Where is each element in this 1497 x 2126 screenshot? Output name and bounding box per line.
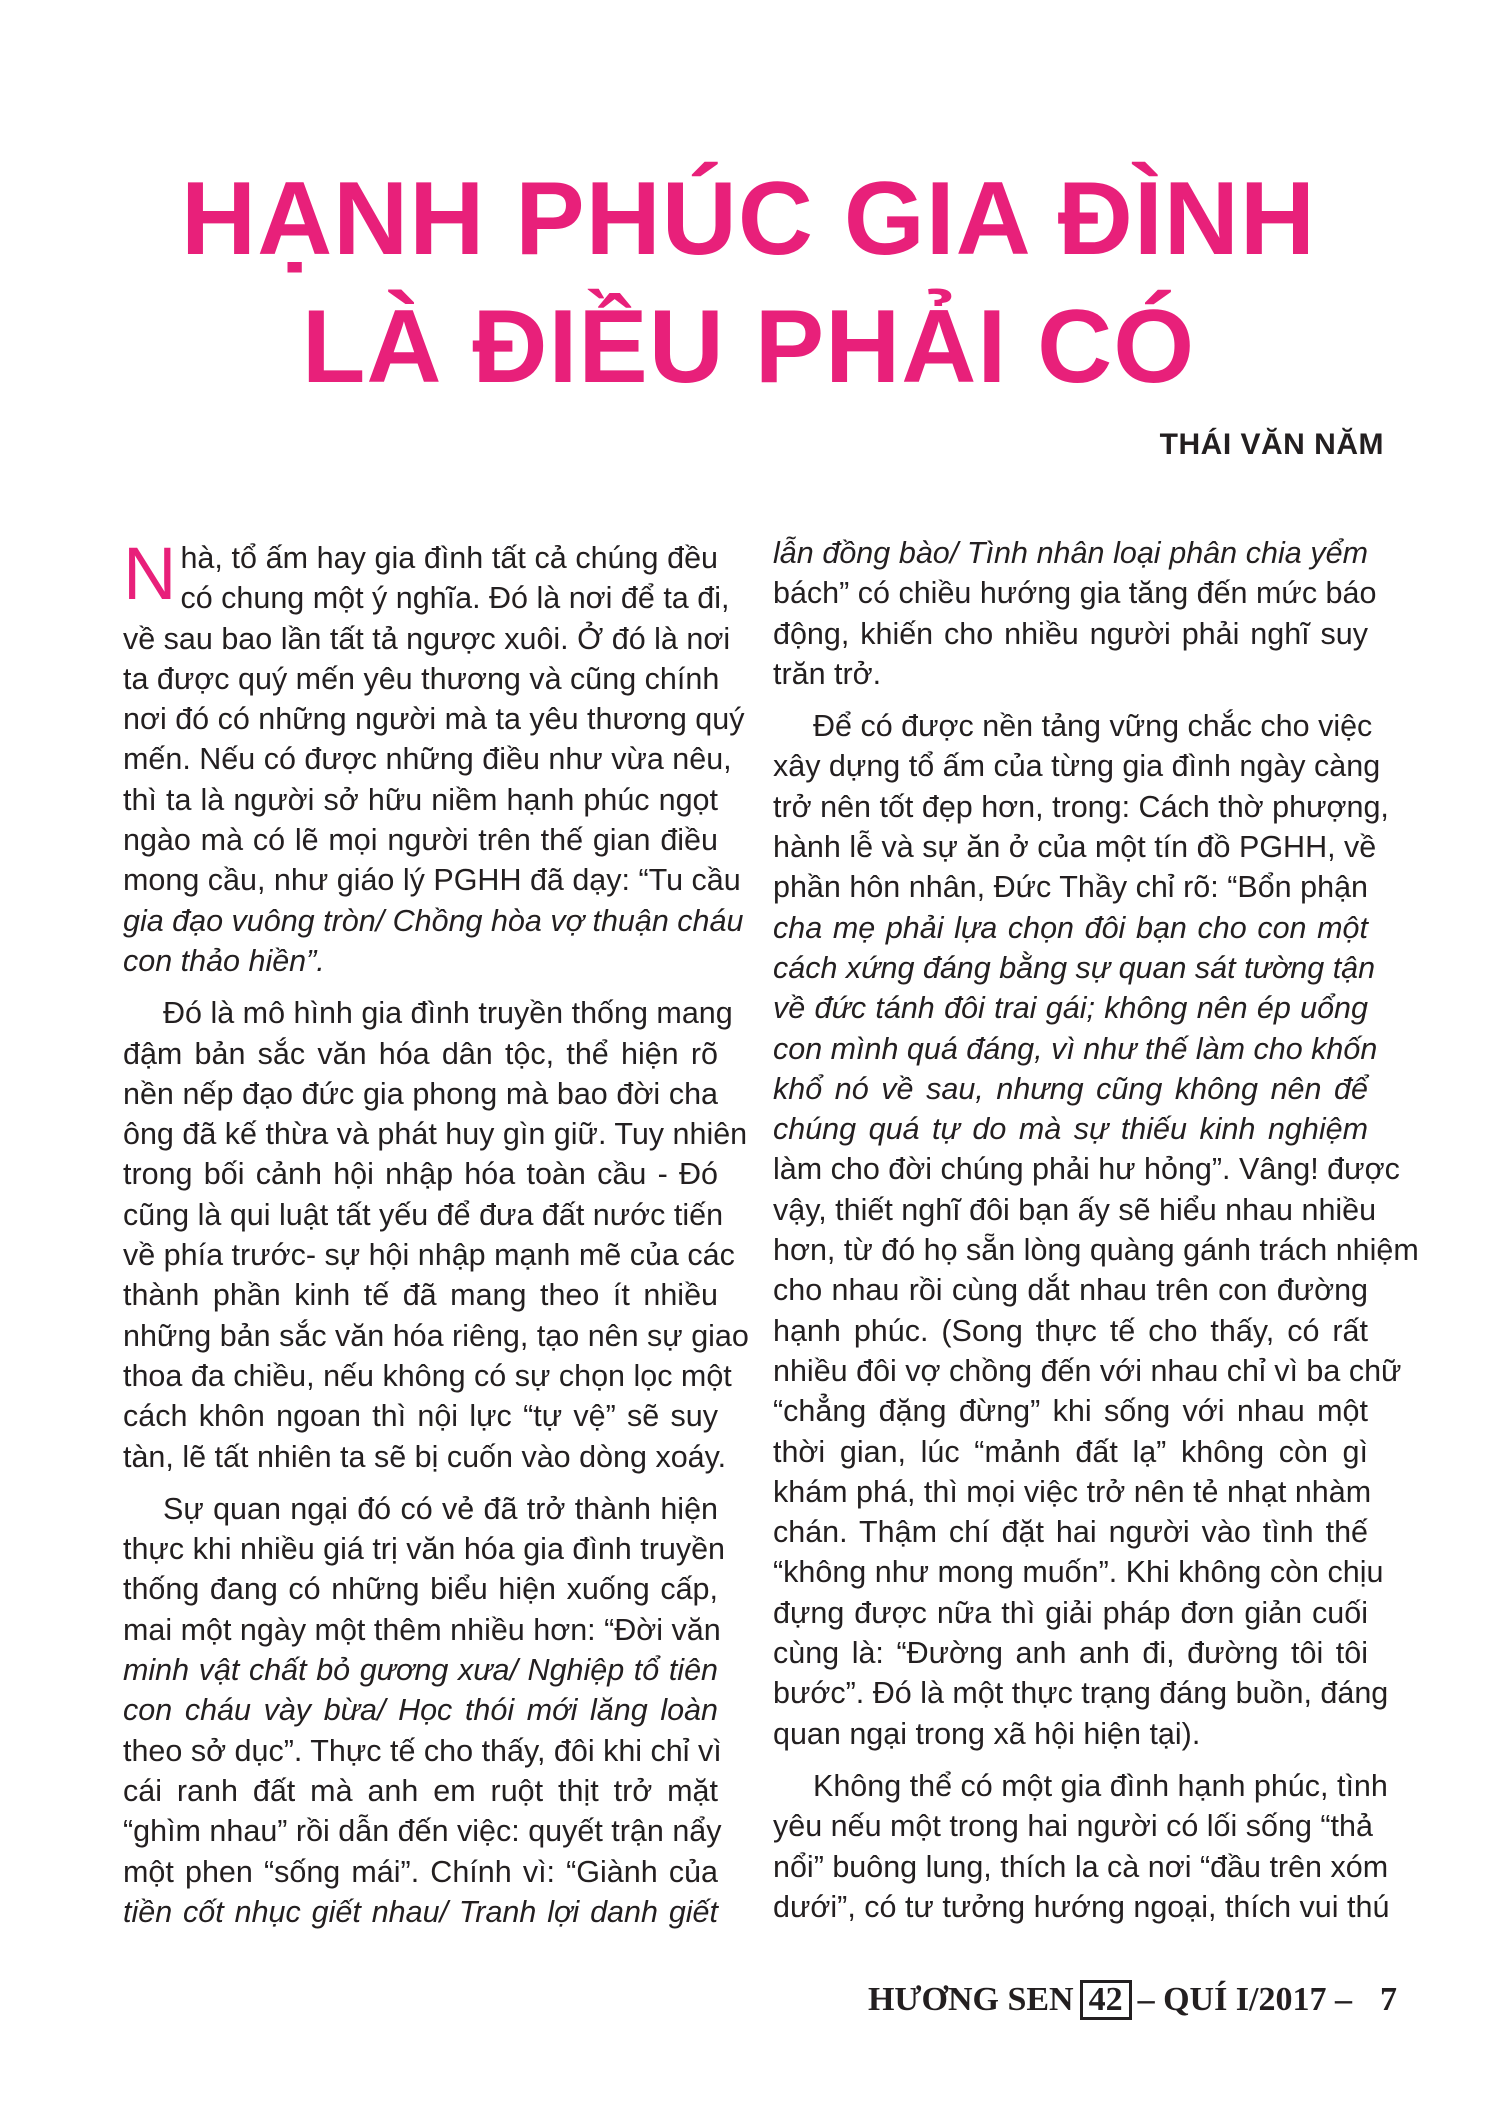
text-line: Để có được nền tảng vững chắc cho việc [813, 709, 1373, 744]
text-line: bách” có chiều hướng gia tăng đến mức báo [773, 576, 1377, 611]
article-title-line-1: HẠNH PHÚC GIA ĐÌNH [180, 161, 1317, 277]
text-line: ta được quý mến yêu thương và cũng chính [123, 661, 720, 696]
article-title-line-2: LÀ ĐIỀU PHẢI CÓ [301, 289, 1196, 405]
text-line: Sự quan ngại đó có vẻ đã trở thành hiện [163, 1491, 718, 1526]
text-line: hơn, từ đó họ sẵn lòng quàng gánh trách nhiệm [773, 1233, 1419, 1268]
text-line: nổi” buông lung, thích la cà nơi “đầu trên xóm [773, 1849, 1389, 1884]
text-line: mai một ngày một thêm nhiều hơn: “Đời văn [123, 1612, 721, 1647]
text-line: nền nếp đạo đức gia phong mà bao đời cha [123, 1076, 718, 1111]
text-line: theo sở dục”. Thực tế cho thấy, đôi khi chỉ vì [123, 1733, 722, 1768]
issue-quarter: – QUÍ I/2017 – [1137, 1981, 1352, 2018]
text-line: “không như mong muốn”. Khi không còn chịu [773, 1555, 1384, 1590]
text-line: thống đang có những biểu hiện xuống cấp, [123, 1572, 718, 1607]
text-line: yêu nếu một trong hai người có lối sống “thả [773, 1809, 1373, 1844]
text-line: trăn trở. [773, 656, 882, 691]
text-line: một phen “sống mái”. Chính vì: “Giành của [123, 1854, 718, 1889]
text-line: nơi đó có những người mà ta yêu thương quý [123, 702, 745, 737]
text-line: thời gian, lúc “mảnh đất lạ” không còn gì [773, 1434, 1368, 1469]
text-line: cũng là qui luật tất yếu để đưa đất nước tiến [123, 1197, 724, 1232]
text-line: lẫn đồng bào/ Tình nhân loại phân chia yểm [773, 536, 1368, 570]
magazine-name: HƯƠNG SEN [867, 1981, 1074, 2018]
text-line: cách xứng đáng bằng sự quan sát tường tận [773, 950, 1376, 985]
text-line: cách khôn ngoan thì nội lực “tự vệ” sẽ suy [123, 1399, 718, 1434]
text-line: về đức tánh đôi trai gái; không nên ép uổng [773, 991, 1368, 1026]
text-line: gia đạo vuông tròn/ Chồng hòa vợ thuận cháu [123, 903, 744, 938]
text-line: “chẳng đặng đừng” khi sống với nhau một [773, 1394, 1368, 1429]
text-line: mong cầu, như giáo lý PGHH đã dạy: “Tu cầu [123, 863, 741, 898]
text-line: khổ nó về sau, nhưng cũng không nên để [773, 1071, 1368, 1106]
text-line: về sau bao lần tất tả ngược xuôi. Ở đó là nơi [123, 621, 731, 656]
text-line: hành lễ và sự ăn ở của một tín đồ PGHH, về [773, 830, 1377, 865]
text-line: trở nên tốt đẹp hơn, trong: Cách thờ phượng, [773, 789, 1389, 824]
text-line: phần hôn nhân, Đức Thầy chỉ rõ: “Bổn phận [773, 870, 1368, 905]
text-line: mến. Nếu có được những điều như vừa nêu, [123, 742, 732, 777]
text-line: ngào mà có lẽ mọi người trên thế gian điều [123, 823, 718, 858]
page-number: 7 [1380, 1981, 1397, 2018]
text-line: ông đã kế thừa và phát huy gìn giữ. Tuy nhiên [123, 1117, 748, 1152]
text-line: Đó là mô hình gia đình truyền thống mang [163, 996, 733, 1031]
right-column [773, 533, 1419, 1927]
text-line: vậy, thiết nghĩ đôi bạn ấy sẽ hiểu nhau nhiều [773, 1192, 1377, 1227]
text-line: thực khi nhiều giá trị văn hóa gia đình truyền [123, 1532, 725, 1567]
text-line: con mình quá đáng, vì như thế làm cho khốn [773, 1031, 1378, 1066]
drop-cap: N [123, 532, 177, 615]
article-author: THÁI VĂN NĂM [1159, 428, 1384, 461]
text-line: tàn, lẽ tất nhiên ta sẽ bị cuốn vào dòng xoáy. [123, 1439, 727, 1474]
text-line: quan ngại trong xã hội hiện tại). [773, 1716, 1201, 1751]
text-line: chúng quá tự do mà sự thiếu kinh nghiệm [773, 1112, 1368, 1147]
text-line: Không thể có một gia đình hạnh phúc, tình [813, 1768, 1388, 1803]
text-line: động, khiến cho nhiều người phải nghĩ suy [773, 616, 1368, 651]
text-line: cha mẹ phải lựa chọn đôi bạn cho con một [773, 910, 1368, 945]
text-line: xây dựng tổ ấm của từng gia đình ngày càng [773, 749, 1381, 784]
text-line: những bản sắc văn hóa riêng, tạo nên sự giao [123, 1318, 749, 1353]
text-line: con cháu vày bừa/ Học thói mới lăng loàn [123, 1693, 718, 1728]
text-line: tiền cốt nhục giết nhau/ Tranh lợi danh giết [123, 1894, 718, 1929]
text-line: “ghìm nhau” rồi dẫn đến việc: quyết trận nẩy [123, 1814, 722, 1849]
issue-number: 42 [1080, 1980, 1132, 2020]
text-line: đựng được nữa thì giải pháp đơn giản cuối [773, 1595, 1368, 1630]
left-column [123, 532, 749, 1932]
text-line: con thảo hiền”. [123, 943, 325, 978]
text-line: trong bối cảnh hội nhập hóa toàn cầu - Đó [123, 1157, 718, 1192]
text-line: cùng là: “Đường anh anh đi, đường tôi tôi [773, 1636, 1368, 1671]
text-line: Nhà, tổ ấm hay gia đình tất cả chúng đều [123, 532, 718, 615]
text-line: dưới”, có tư tưởng hướng ngoại, thích vui thú [773, 1889, 1390, 1924]
text-line: về phía trước- sự hội nhập mạnh mẽ của các [123, 1238, 735, 1273]
text-line: thoa đa chiều, nếu không có sự chọn lọc một [123, 1358, 732, 1393]
text-line: cái ranh đất mà anh em ruột thịt trở mặt [123, 1773, 718, 1808]
text-line: cho nhau rồi cùng dắt nhau trên con đường [773, 1273, 1368, 1308]
text-line: hạnh phúc. (Song thực tế cho thấy, có rất [773, 1313, 1368, 1348]
text-line: có chung một ý nghĩa. Đó là nơi để ta đi, [180, 581, 730, 616]
text-line: đậm bản sắc văn hóa dân tộc, thể hiện rõ [123, 1036, 718, 1071]
page-footer [868, 1980, 1397, 2020]
text-line: bước”. Đó là một thực trạng đáng buồn, đáng [773, 1676, 1389, 1711]
text-line: làm cho đời chúng phải hư hỏng”. Vâng! được [773, 1152, 1400, 1187]
text-line: nhiều đôi vợ chồng đến với nhau chỉ vì ba chữ [773, 1353, 1402, 1388]
text-line: chán. Thậm chí đặt hai người vào tình thế [773, 1515, 1368, 1550]
text-line: khám phá, thì mọi việc trở nên tẻ nhạt nhàm [773, 1474, 1372, 1509]
text-line: thì ta là người sở hữu niềm hạnh phúc ngọt [123, 782, 718, 817]
text-line: minh vật chất bỏ gương xưa/ Nghiệp tổ tiên [123, 1653, 718, 1688]
text-line: thành phần kinh tế đã mang theo ít nhiều [123, 1278, 718, 1313]
